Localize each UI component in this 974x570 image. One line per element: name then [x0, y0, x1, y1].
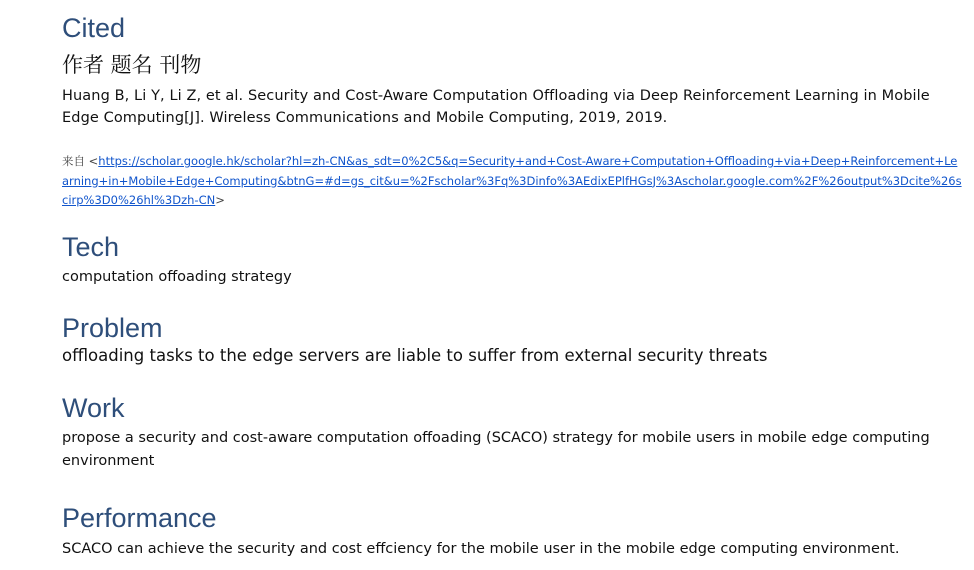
tech-heading: Tech: [62, 232, 120, 262]
source-link[interactable]: https://scholar.google.hk/scholar?hl=zh-CN&as_sdt=0%2C5&q=Security+and+Cost-Aware+Computation+Offloading+via+Deep+Reinforcement+Learning+in+Mobile+Edge+Computing&btnG=#d=gs_cit&u=%2Fscholar%3Fq%3Dinfo%3AEdixEPlfHGsJ%3Ascholar.google.com%2F%26output%3Dcite%26scirp%3D0%26hl%3Dzh-CN: [62, 154, 962, 207]
source-suffix: >: [215, 193, 225, 207]
source-line: [62, 152, 962, 211]
citation-text: Huang B, Li Y, Li Z, et al. Security and Cost-Aware Computation Offloading via Deep Reinforcement Learning in Mobile Edge Computing[J]. Wireless Communications and Mobile Computing, 2019, 2019.: [62, 88, 930, 126]
work-text: propose a security and cost-aware computation oﬀoading (SCACO) strategy for mobile users in mobile edge computing environment: [62, 430, 930, 469]
tech-text: computation oﬀoading strategy: [62, 269, 292, 285]
work-heading: Work: [62, 393, 125, 423]
performance-heading: Performance: [62, 503, 217, 533]
performance-text: SCACO can achieve the security and cost eﬀciency for the mobile user in the mobile edge computing environment.: [62, 541, 900, 557]
problem-heading: Problem: [62, 313, 163, 343]
cited-subtitle: 作者 题名 刊物: [62, 53, 202, 77]
problem-text: offloading tasks to the edge servers are liable to suffer from external security threats: [62, 346, 768, 365]
cited-heading: Cited: [62, 13, 126, 43]
source-prefix: 来自 <: [62, 154, 99, 168]
